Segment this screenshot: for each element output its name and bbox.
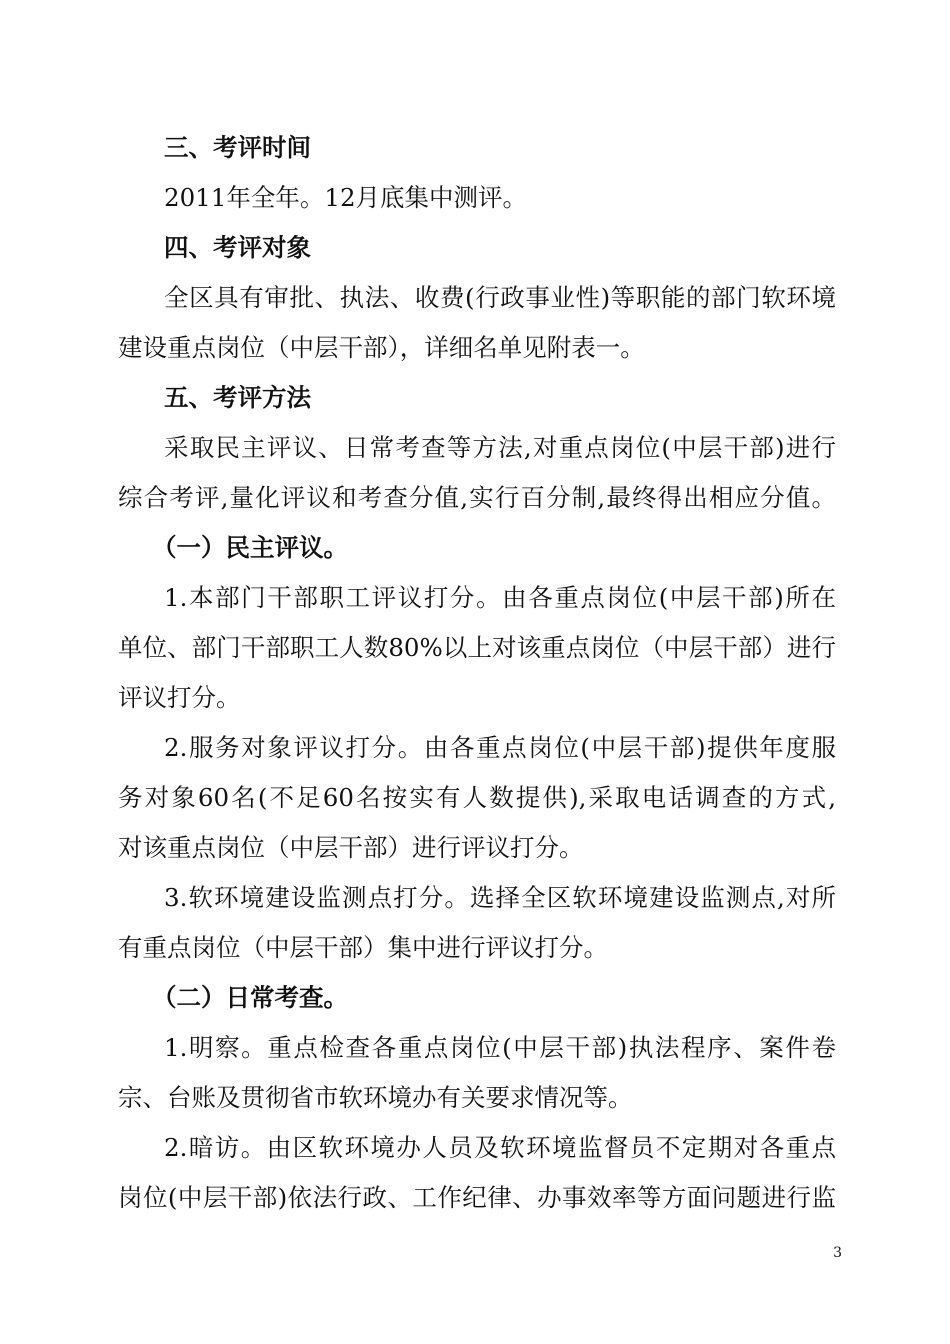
paragraph-line: 3.软环境建设监测点打分。选择全区软环境建设监测点,对所: [164, 883, 836, 912]
paragraph-line: 单位、部门干部职工人数80%以上对该重点岗位（中层干部）进行: [118, 633, 836, 662]
paragraph-line: 1.本部门干部职工评议打分。由各重点岗位(中层干部)所在: [164, 583, 836, 612]
paragraph-line: 对该重点岗位（中层干部）进行评议打分。: [118, 833, 584, 862]
paragraph-line: 采取民主评议、日常考查等方法,对重点岗位(中层干部)进行: [164, 433, 836, 462]
paragraph-line: 有重点岗位（中层干部）集中进行评议打分。: [118, 933, 608, 962]
paragraph-line: 2011年全年。12月底集中测评。: [164, 183, 528, 212]
paragraph-line: 2.服务对象评议打分。由各重点岗位(中层干部)提供年度服: [164, 733, 836, 762]
paragraph-line: 务对象60名(不足60名按实有人数提供),采取电话调查的方式,: [118, 783, 836, 812]
section-heading-evaluation-time: 三、考评时间: [164, 133, 311, 162]
paragraph-line: 评议打分。: [118, 683, 241, 712]
paragraph-line: 2.暗访。由区软环境办人员及软环境监督员不定期对各重点: [164, 1133, 836, 1162]
subheading-daily-inspection: （二）日常考查。: [152, 983, 348, 1012]
page-number: 3: [833, 1245, 842, 1261]
subheading-democratic-review: （一）民主评议。: [152, 533, 348, 562]
section-heading-evaluation-target: 四、考评对象: [164, 233, 311, 262]
paragraph-line: 岗位(中层干部)依法行政、工作纪律、办事效率等方面问题进行监: [118, 1183, 836, 1212]
paragraph-line: 建设重点岗位（中层干部），详细名单见附表一。: [118, 333, 645, 362]
paragraph-line: 宗、台账及贯彻省市软环境办有关要求情况等。: [118, 1083, 633, 1112]
paragraph-line: 全区具有审批、执法、收费(行政事业性)等职能的部门软环境: [164, 283, 836, 312]
paragraph-line: 综合考评,量化评议和考查分值,实行百分制,最终得出相应分值。: [118, 483, 836, 512]
paragraph-line: 1.明察。重点检查各重点岗位(中层干部)执法程序、案件卷: [164, 1033, 836, 1062]
section-heading-evaluation-method: 五、考评方法: [164, 383, 311, 412]
